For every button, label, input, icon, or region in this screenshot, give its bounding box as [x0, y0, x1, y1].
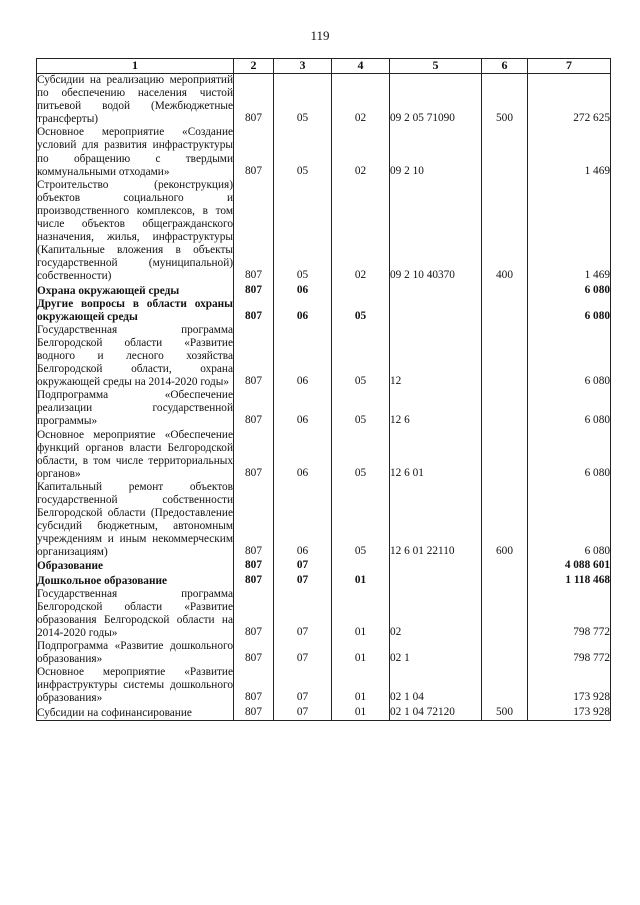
- row-section: [274, 179, 332, 284]
- row-target-article: [390, 588, 482, 640]
- row-amount-text: 798 772: [573, 625, 610, 638]
- table-row: [37, 298, 611, 324]
- row-amount: [528, 706, 611, 721]
- row-section: [274, 298, 332, 324]
- row-amount: [528, 74, 611, 127]
- row-target-article: [390, 574, 482, 588]
- row-name: [37, 429, 234, 481]
- row-name: [37, 559, 234, 573]
- row-subsection: [332, 284, 390, 298]
- table-row: [37, 429, 611, 481]
- col-header-2: 2: [234, 59, 274, 74]
- row-target-article: [390, 284, 482, 298]
- row-section-text: 06: [296, 375, 309, 388]
- table-header-row: [37, 59, 611, 74]
- row-section: [274, 429, 332, 481]
- row-section-text: 07: [296, 652, 309, 665]
- row-section: [274, 481, 332, 560]
- row-expense-type: [482, 298, 528, 324]
- row-subsection: [332, 706, 390, 721]
- row-subsection: [332, 666, 390, 705]
- row-section-text: 06: [296, 309, 309, 322]
- row-amount: [528, 429, 611, 481]
- row-subsection-text: 01: [354, 652, 367, 665]
- row-subsection-text: 02: [354, 112, 367, 125]
- row-name: [37, 74, 234, 127]
- row-section-text: 06: [296, 545, 309, 558]
- row-subsection-text: 01: [354, 705, 367, 718]
- row-subsection-text: 05: [354, 466, 367, 479]
- row-gr-code: [234, 429, 274, 481]
- row-subsection: [332, 298, 390, 324]
- table-row: [37, 706, 611, 721]
- row-amount-text: 1 118 468: [565, 573, 610, 586]
- row-target-article-text: 02: [390, 625, 402, 638]
- row-section-text: 07: [296, 691, 309, 704]
- row-gr-code-text: 807: [245, 559, 262, 572]
- row-name-text: Субсидии на реализацию мероприятий по обеспечению населения чистой питьевой водой (Межбюджетные трансферты): [37, 74, 233, 126]
- row-target-article: [390, 429, 482, 481]
- row-section: [274, 706, 332, 721]
- row-section: [274, 126, 332, 178]
- row-subsection-text: 01: [354, 691, 367, 704]
- table-row: [37, 559, 611, 573]
- row-gr-code-text: 807: [245, 691, 262, 704]
- table-row: [37, 640, 611, 666]
- row-name-text: Основное мероприятие «Создание условий для развития инфраструктуры по обращению с твердыми коммунальными отходами»: [37, 126, 233, 178]
- row-name: [37, 666, 234, 705]
- row-name: [37, 389, 234, 428]
- table-row: [37, 284, 611, 298]
- row-expense-type-text: 400: [496, 269, 513, 282]
- table-row: [37, 389, 611, 428]
- row-gr-code: [234, 126, 274, 178]
- row-amount: [528, 640, 611, 666]
- row-target-article-text: 12 6: [390, 414, 410, 427]
- row-name: [37, 574, 234, 588]
- row-gr-code: [234, 640, 274, 666]
- table-row: [37, 74, 611, 127]
- row-target-article: [390, 640, 482, 666]
- row-subsection: [332, 559, 390, 573]
- table-row: [37, 179, 611, 284]
- row-subsection-text: 05: [354, 414, 367, 427]
- row-subsection: [332, 588, 390, 640]
- row-gr-code-text: 807: [245, 625, 262, 638]
- row-target-article: [390, 324, 482, 389]
- row-gr-code-text: 807: [245, 112, 262, 125]
- row-gr-code-text: 807: [245, 705, 262, 718]
- row-expense-type: [482, 179, 528, 284]
- row-amount: [528, 298, 611, 324]
- row-expense-type-text: 600: [496, 545, 513, 558]
- row-amount-text: 6 080: [584, 375, 610, 388]
- col-header-6: 6: [482, 59, 528, 74]
- row-subsection-text: 02: [354, 269, 367, 282]
- row-gr-code: [234, 481, 274, 560]
- row-section-text: 07: [296, 705, 309, 718]
- row-name: [37, 481, 234, 560]
- row-name-text: Строительство (реконструкция) объектов социального и производственного комплексов, в том числе объектов общегражданского назначения, жилья, инфраструктуры (Капитальные вложения в объекты государственной (муниципальной) собственности): [37, 178, 233, 283]
- budget-table: [36, 58, 611, 721]
- row-expense-type: [482, 284, 528, 298]
- row-section-text: 05: [296, 269, 309, 282]
- row-subsection-text: 01: [354, 573, 367, 586]
- row-expense-type: [482, 389, 528, 428]
- row-expense-type: [482, 324, 528, 389]
- row-target-article-text: 12: [390, 375, 402, 388]
- table-row: [37, 481, 611, 560]
- row-section-text: 05: [296, 112, 309, 125]
- row-gr-code: [234, 179, 274, 284]
- row-expense-type: [482, 574, 528, 588]
- row-target-article-text: 09 2 05 71090: [390, 112, 455, 125]
- row-target-article: [390, 126, 482, 178]
- row-name: [37, 706, 234, 721]
- row-target-article-text: 02 1 04 72120: [390, 705, 455, 718]
- row-section: [274, 559, 332, 573]
- row-gr-code: [234, 706, 274, 721]
- row-subsection: [332, 389, 390, 428]
- row-gr-code: [234, 324, 274, 389]
- row-gr-code-text: 807: [245, 309, 262, 322]
- row-target-article-text: 09 2 10 40370: [390, 269, 455, 282]
- row-name-text: Капитальный ремонт объектов государственной собственности Белгородской области (Предоставление субсидий бюджетным, автономным учреждениям и иным некоммерческим организациям): [37, 480, 233, 559]
- page-number: 119: [310, 28, 330, 43]
- row-name: [37, 298, 234, 324]
- row-expense-type: [482, 640, 528, 666]
- row-target-article: [390, 298, 482, 324]
- row-expense-type: [482, 706, 528, 721]
- row-subsection-text: 01: [354, 625, 367, 638]
- row-target-article: [390, 481, 482, 560]
- row-expense-type: [482, 588, 528, 640]
- row-amount: [528, 284, 611, 298]
- row-expense-type-text: 500: [496, 705, 513, 718]
- row-expense-type: [482, 74, 528, 127]
- row-amount-text: 173 928: [573, 705, 610, 718]
- row-name-text: Государственная программа Белгородской области «Развитие водного и лесного хозяйства Белгородской области, охрана окружающей среды на 2014-2020 годы»: [37, 323, 233, 389]
- row-target-article-text: 09 2 10: [390, 164, 424, 177]
- row-target-article: [390, 559, 482, 573]
- row-section: [274, 389, 332, 428]
- row-subsection: [332, 126, 390, 178]
- row-amount-text: 173 928: [573, 691, 610, 704]
- table-body: [37, 74, 611, 721]
- row-section-text: 07: [296, 625, 309, 638]
- row-section: [274, 588, 332, 640]
- row-target-article-text: 02 1: [390, 652, 410, 665]
- row-amount-text: 6 080: [584, 283, 610, 296]
- row-target-article-text: 12 6 01: [390, 466, 424, 479]
- row-section-text: 07: [296, 573, 309, 586]
- row-amount: [528, 324, 611, 389]
- row-amount-text: 798 772: [573, 652, 610, 665]
- row-expense-type: [482, 666, 528, 705]
- row-gr-code: [234, 559, 274, 573]
- col-header-5: 5: [390, 59, 482, 74]
- row-name-text: Другие вопросы в области охраны окружающей среды: [37, 297, 233, 323]
- row-amount-text: 6 080: [584, 545, 610, 558]
- row-amount-text: 272 625: [573, 112, 610, 125]
- row-name: [37, 284, 234, 298]
- row-name-text: Субсидии на софинансирование: [37, 706, 192, 719]
- row-amount: [528, 574, 611, 588]
- row-gr-code: [234, 574, 274, 588]
- row-amount-text: 6 080: [584, 309, 610, 322]
- row-subsection: [332, 574, 390, 588]
- table-row: [37, 574, 611, 588]
- table-row: [37, 666, 611, 705]
- row-subsection: [332, 179, 390, 284]
- row-subsection: [332, 429, 390, 481]
- row-target-article: [390, 74, 482, 127]
- row-section: [274, 74, 332, 127]
- row-section-text: 05: [296, 164, 309, 177]
- row-subsection: [332, 481, 390, 560]
- row-expense-type: [482, 481, 528, 560]
- row-target-article: [390, 666, 482, 705]
- row-subsection: [332, 74, 390, 127]
- row-subsection: [332, 640, 390, 666]
- row-section: [274, 324, 332, 389]
- row-gr-code-text: 807: [245, 545, 262, 558]
- row-gr-code-text: 807: [245, 269, 262, 282]
- row-amount-text: 6 080: [584, 466, 610, 479]
- row-expense-type: [482, 126, 528, 178]
- col-header-1: 1: [37, 59, 234, 74]
- row-subsection-text: 05: [354, 309, 367, 322]
- row-gr-code: [234, 298, 274, 324]
- row-gr-code-text: 807: [245, 164, 262, 177]
- row-amount-text: 1 469: [584, 164, 610, 177]
- row-section-text: 06: [296, 283, 309, 296]
- row-section-text: 06: [296, 414, 309, 427]
- row-name-text: Подпрограмма «Обеспечение реализации государственной программы»: [37, 389, 233, 428]
- col-header-7: 7: [528, 59, 611, 74]
- row-name: [37, 179, 234, 284]
- row-name: [37, 126, 234, 178]
- row-name-text: Охрана окружающей среды: [37, 284, 180, 297]
- row-subsection-text: 05: [354, 545, 367, 558]
- row-target-article: [390, 179, 482, 284]
- row-amount-text: 6 080: [584, 414, 610, 427]
- row-gr-code: [234, 588, 274, 640]
- row-subsection-text: 02: [354, 164, 367, 177]
- row-name-text: Дошкольное образование: [37, 574, 167, 587]
- row-section: [274, 640, 332, 666]
- row-gr-code-text: 807: [245, 414, 262, 427]
- row-section: [274, 284, 332, 298]
- table-row: [37, 324, 611, 389]
- row-name-text: Основное мероприятие «Развитие инфраструктуры системы дошкольного образования»: [37, 666, 233, 705]
- row-amount: [528, 588, 611, 640]
- row-amount: [528, 389, 611, 428]
- row-section: [274, 666, 332, 705]
- row-gr-code-text: 807: [245, 283, 262, 296]
- row-gr-code: [234, 284, 274, 298]
- row-gr-code-text: 807: [245, 652, 262, 665]
- row-amount: [528, 126, 611, 178]
- row-amount-text: 4 088 601: [564, 559, 610, 572]
- row-amount: [528, 559, 611, 573]
- row-name: [37, 588, 234, 640]
- row-section-text: 06: [296, 466, 309, 479]
- row-name-text: Государственная программа Белгородской области «Развитие образования Белгородской области на 2014-2020 годы»: [37, 587, 233, 639]
- row-section-text: 07: [296, 559, 309, 572]
- row-amount: [528, 179, 611, 284]
- row-expense-type: [482, 559, 528, 573]
- row-target-article: [390, 389, 482, 428]
- row-target-article-text: 02 1 04: [390, 691, 424, 704]
- row-target-article-text: 12 6 01 22110: [390, 545, 455, 558]
- table-row: [37, 588, 611, 640]
- row-gr-code-text: 807: [245, 375, 262, 388]
- row-name: [37, 324, 234, 389]
- row-subsection-text: 05: [354, 375, 367, 388]
- row-target-article: [390, 706, 482, 721]
- row-amount-text: 1 469: [584, 269, 610, 282]
- row-name-text: Подпрограмма «Развитие дошкольного образования»: [37, 640, 233, 666]
- row-expense-type-text: 500: [496, 112, 513, 125]
- row-amount: [528, 481, 611, 560]
- row-expense-type: [482, 429, 528, 481]
- table-row: [37, 126, 611, 178]
- row-gr-code: [234, 74, 274, 127]
- row-name: [37, 640, 234, 666]
- row-gr-code: [234, 666, 274, 705]
- row-gr-code: [234, 389, 274, 428]
- row-name-text: Основное мероприятие «Обеспечение функций органов власти Белгородской области, в том числе территориальных органов»: [37, 428, 233, 480]
- row-gr-code-text: 807: [245, 466, 262, 479]
- col-header-3: 3: [274, 59, 332, 74]
- row-amount: [528, 666, 611, 705]
- row-section: [274, 574, 332, 588]
- col-header-4: 4: [332, 59, 390, 74]
- row-subsection: [332, 324, 390, 389]
- row-gr-code-text: 807: [245, 573, 262, 586]
- row-name-text: Образование: [37, 560, 103, 573]
